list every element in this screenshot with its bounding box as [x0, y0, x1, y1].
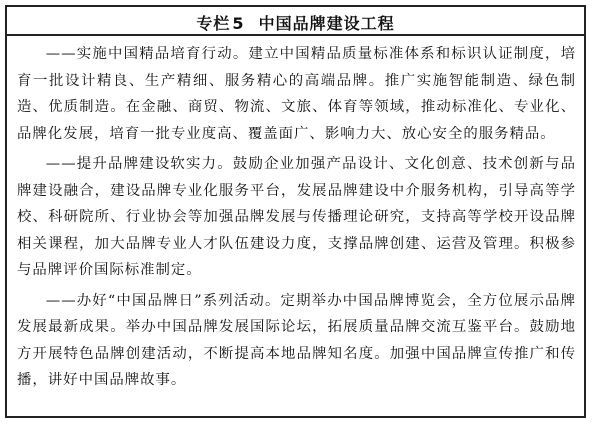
paragraph-brand-day: ——办好“中国品牌日”系列活动。定期举办中国品牌博览会，全方位展示品牌发展最新成果。举办中国品牌发展国际论坛，拓展质量品牌交流互鉴平台。鼓励地方开展特色品牌创建活动，不断提高本地品牌知名度。加强中国品牌宣传推广和传播，讲好中国品牌故事。: [17, 292, 576, 388]
box-content: [17, 41, 576, 398]
box-title-text: 中国品牌建设工程: [258, 14, 395, 33]
box-header: [7, 7, 584, 36]
paragraph-soft-power: ——提升品牌建设软实力。鼓励企业加强产品设计、文化创意、技术创新与品牌建设融合，建设品牌专业化服务平台，发展品牌建设中介服务机构，引导高等学校、科研院所、行业协会等加强品牌发展与传播理论研究，支持高等学校开设品牌相关课程，加大品牌专业人才队伍建设力度，支撑品牌创建、运营及管理。积极参与品牌评价国际标准制定。: [17, 156, 576, 278]
box-title-number: 5: [232, 14, 245, 33]
feature-box: [5, 5, 586, 418]
box-title: [196, 11, 394, 34]
box-title-prefix: 专栏: [196, 14, 231, 33]
paragraph-quality-brand: ——实施中国精品培育行动。建立中国精品质量标准体系和标识认证制度，培育一批设计精良、生产精细、服务精心的高端品牌。推广实施智能制造、绿色制造、优质制造。在金融、商贸、物流、文旅、体育等领域，推动标准化、专业化、品牌化发展，培育一批专业度高、覆盖面广、影响力大、放心安全的服务精品。: [17, 46, 576, 142]
